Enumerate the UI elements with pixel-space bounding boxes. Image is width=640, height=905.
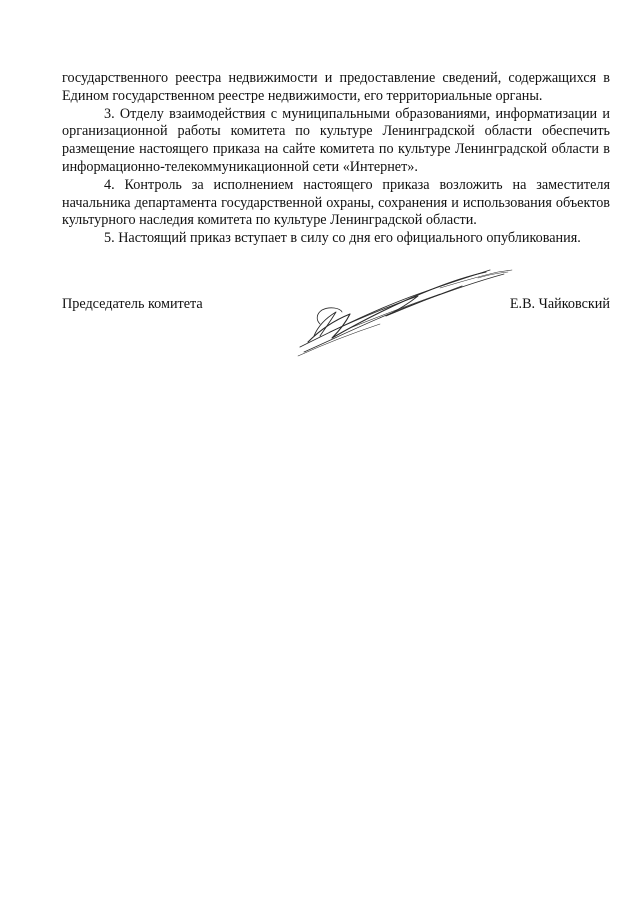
paragraph-item-3: 3. Отделу взаимодействия с муниципальными образованиями, информатизации и организационной работы комитета по культуре Ленинградской области обеспечить размещение настоящего приказа на сайте комитета по культуре Ленинградской области в информационно-телекоммуникационной сети «Интернет».	[62, 105, 610, 175]
handwritten-signature	[290, 262, 520, 362]
signatory-position: Председатель комитета	[62, 296, 203, 312]
paragraph-item-5: 5. Настоящий приказ вступает в силу со дня его официального опубликования.	[104, 230, 581, 247]
paragraph-continuation: государственного реестра недвижимости и предоставление сведений, содержащихся в Едином государственном реестре недвижимости, его территориальные органы.	[62, 70, 610, 104]
signatory-name: Е.В. Чайковский	[509, 296, 610, 312]
document-body	[62, 70, 610, 248]
paragraph-item-4: 4. Контроль за исполнением настоящего приказа возложить на заместителя начальника департамента государственной охраны, сохранения и использования объектов культурного наследия комитета по культуре Ленинградской области.	[62, 176, 610, 229]
